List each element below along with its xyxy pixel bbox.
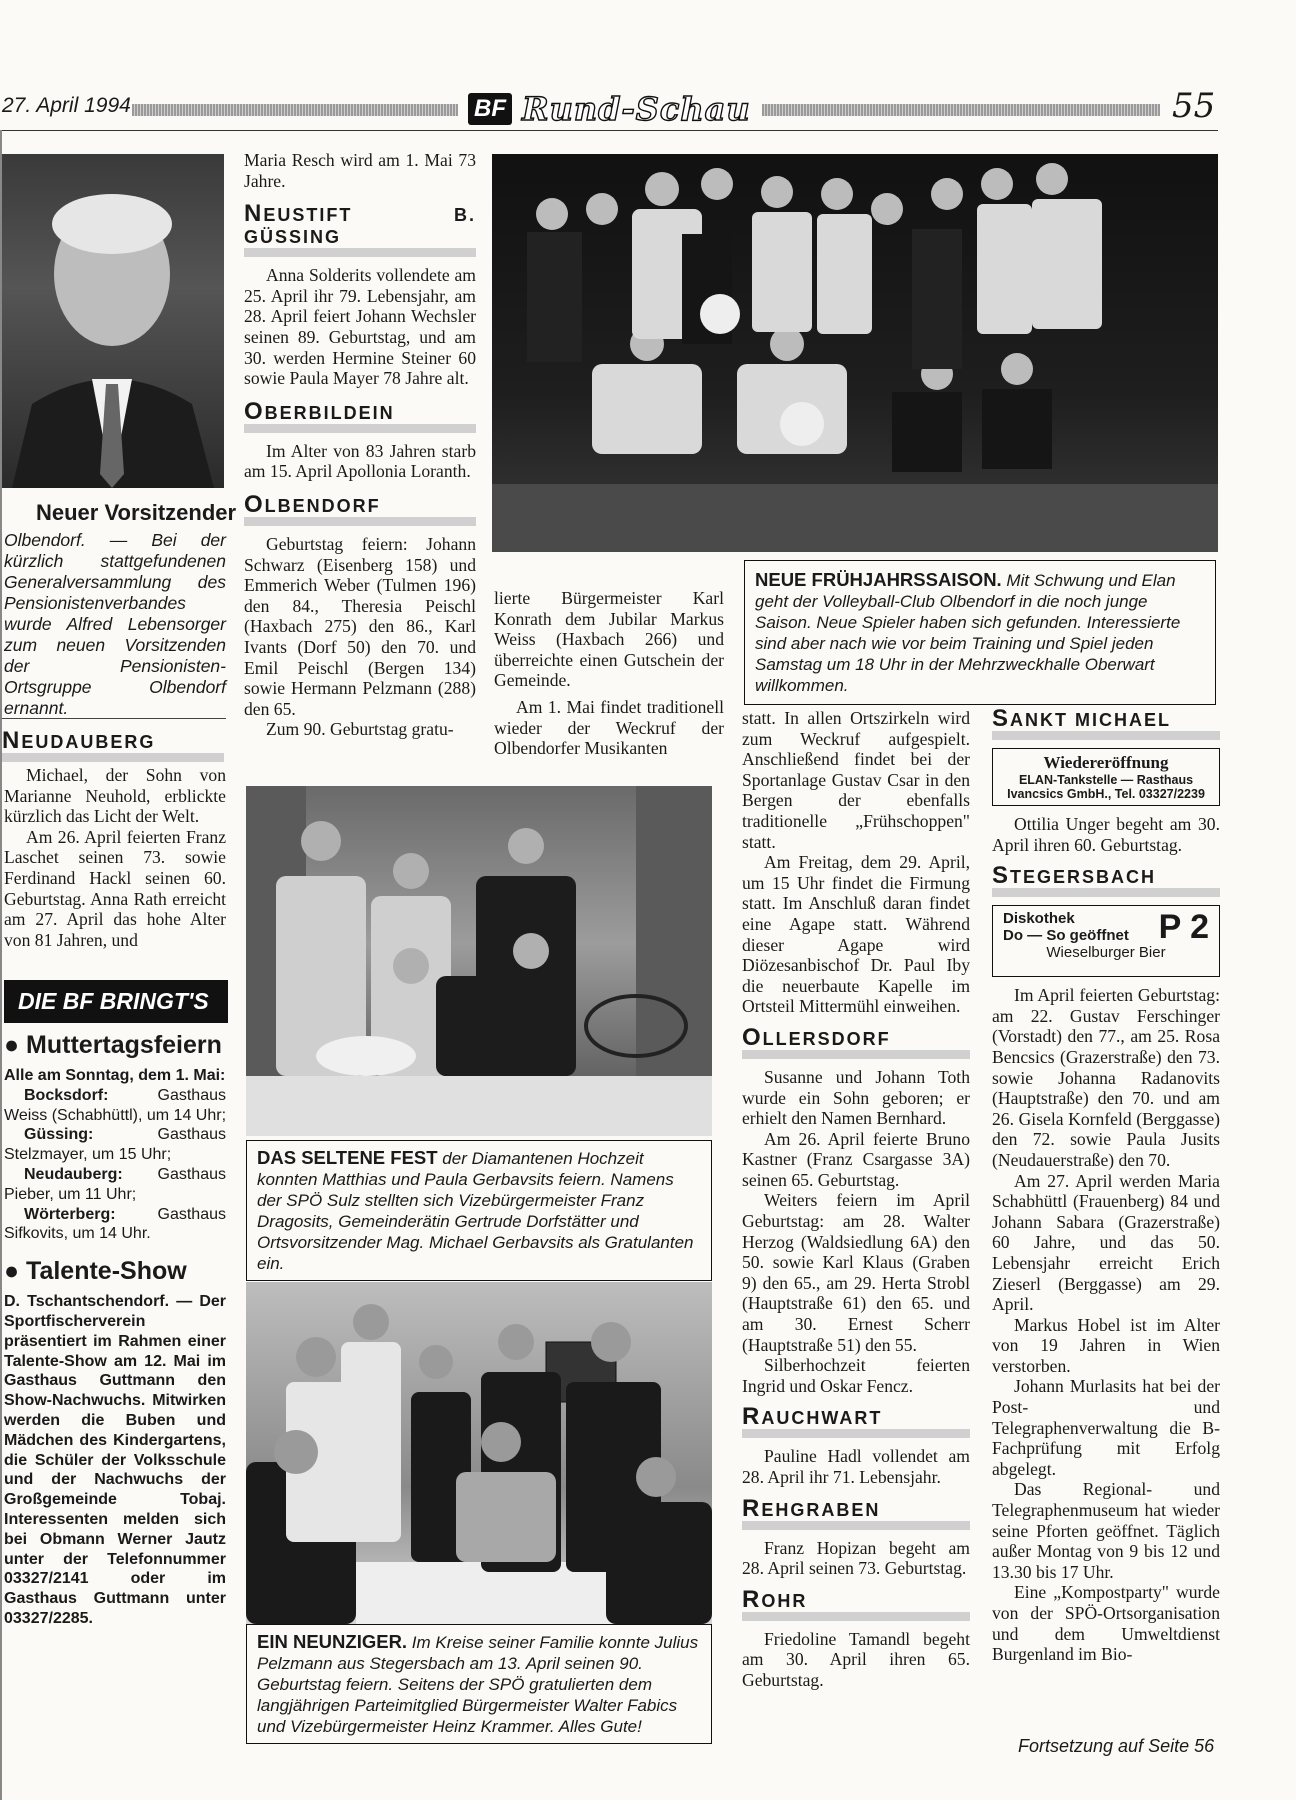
diamond-wedding-photo [246, 786, 712, 1136]
col2-intro: Maria Resch wird am 1. Mai 73 Jahre. [244, 150, 476, 191]
diskothek-p2-ad [992, 905, 1220, 977]
muttertag-place: Neudauberg: [24, 1165, 123, 1183]
diamond-wedding-caption-text: der Diamantenen Hochzeit konnten Matthias und Paula Gerbavsits feiern. Namens der SPÖ Sulz stellten sich Vizebürgermeister Franz Dragosits, Gemeinderätin Gertrude Dorfstätter und Ortsvorsitzender Mag. Michael Gerbavsits als Gratulanten ein. [257, 1149, 694, 1273]
col2-body [244, 150, 476, 740]
sanktmichael-heading: SANKT MICHAEL [992, 708, 1220, 740]
talente-heading-text: Talente-Show [26, 1257, 187, 1286]
rauchwart-heading: RAUCHWART [742, 1406, 970, 1438]
talente-heading: ● Talente-Show [4, 1257, 187, 1286]
header-rule-right [762, 104, 1160, 116]
ad1-line2: Ivancsics GmbH., Tel. 03327/2239 [1007, 787, 1205, 801]
volleyball-team-photo [492, 154, 1218, 552]
neudauberg-p2: Am 26. April feierten Franz Laschet seinen 73. sowie Ferdinand Hackl seinen 60. Geburtstag. Anna Rath erreicht am 27. April das hohe Alter von 81 Jahren, und [4, 826, 226, 950]
volleyball-caption [744, 560, 1216, 705]
muttertag-detail: Gasthaus Sifkovits, um 14 Uhr. [4, 1205, 226, 1243]
muttertag-detail: Gasthaus Pieber, um 11 Uhr; [4, 1165, 226, 1203]
ad2-line1: Diskothek [1003, 910, 1075, 928]
diamond-wedding-caption-title: DAS SELTENE FEST [257, 1147, 438, 1168]
diamond-wedding-caption [246, 1140, 712, 1281]
portrait-figure [2, 154, 224, 488]
muttertag-item [4, 1125, 226, 1165]
muttertag-heading: ● Muttertagsfeiern [4, 1031, 222, 1059]
masthead-logo [468, 88, 756, 130]
ollersdorf-p3: Weiters feiern im April Geburtstag: am 28. Walter Herzog (Waldsiedlung 6A) den 50. sowie Karl Klaus (Graben 9) den 65., am 29. Herta Strobl (Hauptstraße 61) den 65. und am 30. Ernest Scherr (Hauptstraße 51) den 55. [742, 1190, 970, 1355]
diamond-wedding-figures [246, 786, 712, 1136]
stegersbach-p6: Eine „Kompostparty" wurde von der SPÖ-Ortsorganisation und dem Umweltdienst Burgenland im Bio- [992, 1582, 1220, 1665]
muttertag-section [4, 1030, 226, 1629]
olbendorf-heading: OLBENDORF [244, 494, 476, 526]
scan-edge [0, 130, 2, 1800]
stegersbach-p2: Am 27. April werden Maria Schabhüttl (Frauenberg) 84 und Johann Sabara (Grazerstraße) 60 Jahre, und das 50. Lebensjahr erreicht Erich Zieserl (Berggasse) am 29. April. [992, 1170, 1220, 1315]
bf-logo: BF [468, 93, 512, 125]
olbendorf-text: Geburtstag feiern: Johann Schwarz (Eisenberg 158) und Emmerich Weber (Tulmen 196) den 84., Theresia Peischl (Haxbach 275) den 86., Karl Ivants (Dorf 50) den 70. und Emil Peischl (Bergen 134) sowie Hermann Pelzmann (288) den 65. [244, 533, 476, 719]
col4-body [742, 708, 970, 1691]
ninetieth-birthday-caption-title: EIN NEUNZIGER. [257, 1631, 408, 1652]
col5-body [992, 705, 1220, 1665]
muttertag-item [4, 1165, 226, 1205]
muttertag-detail: Gasthaus Weiss (Schabhüttl), um 14 Uhr; [4, 1086, 227, 1124]
header-rule-left [132, 104, 458, 116]
stegersbach-p4: Johann Murlasits hat bei der Post- und Telegraphenverwaltung die B-Fachprüfung mit Erfolg abgelegt. [992, 1376, 1220, 1479]
ninetieth-birthday-figures [246, 1282, 712, 1624]
portrait-heading: Neuer Vorsitzender [36, 500, 237, 525]
elan-tankstelle-ad [992, 748, 1220, 806]
rohr-text: Friedoline Tamandl begeht am 30. April ihren 65. Geburtstag. [742, 1628, 970, 1690]
ad2-line2: Do — So geöffnet [1003, 927, 1129, 945]
portrait-text: Olbendorf. — Bei der kürzlich stattgefundenen Generalversammlung des Pensionistenverbandes wurde Alfred Lebensorger zum neuen Vorsitzenden der Pensionisten-Ortsgruppe Olbendorf ernannt. [4, 530, 226, 718]
bringts-box [4, 980, 228, 1023]
sanktmichael-text: Ottilia Unger begeht am 30. April ihren 60. Geburtstag. [992, 814, 1220, 855]
rauchwart-text: Pauline Hadl vollendet am 28. April ihr 71. Lebensjahr. [742, 1446, 970, 1487]
muttertag-intro: Alle am Sonntag, dem 1. Mai: [4, 1067, 226, 1084]
ollersdorf-p4: Silberhochzeit feierten Ingrid und Oskar Fencz. [742, 1355, 970, 1396]
muttertag-detail: Gasthaus Stelzmayer, um 15 Uhr; [4, 1126, 226, 1164]
ad1-title: Wiedereröffnung [1043, 753, 1169, 772]
issue-date: 27. April 1994 [2, 94, 131, 117]
rohr-heading: ROHR [742, 1589, 970, 1621]
talente-text: D. Tschantschendorf. — Der Sportfischerverein präsentiert im Rahmen einer Talente-Show am 12. Mai im Gasthaus Guttmann den Show-Nachwuchs. Mitwirken werden die Buben und Mädchen des Kindergartens, die Schüler der Volksschule und der Nachwuchs der Großgemeinde Tobaj. Interessenten melden sich bei Obmann Werner Jautz unter der Telefonnummer 03327/2141 oder im Gasthaus Guttmann unter 03327/2285. [4, 1293, 226, 1627]
stegersbach-heading: STEGERSBACH [992, 865, 1220, 897]
olbendorf-text2: Zum 90. Geburtstag gratu- [266, 719, 454, 740]
neudauberg-p1: Michael, der Sohn von Marianne Neuhold, erblickte kürzlich das Licht der Welt. [4, 765, 226, 827]
col3-body [494, 588, 724, 759]
page-number: 55 [1172, 86, 1216, 126]
ninetieth-birthday-photo [246, 1282, 712, 1624]
muttertag-item [4, 1205, 226, 1245]
portrait-photo [2, 154, 224, 488]
ad2-line3: Wieselburger Bier [1046, 944, 1166, 962]
volleyball-team-figures [492, 154, 1218, 552]
muttertag-heading-text: Muttertagsfeiern [26, 1031, 222, 1059]
rehgraben-text: Franz Hopizan begeht am 28. April seinen 73. Geburtstag. [742, 1537, 970, 1579]
rehgraben-heading: REHGRABEN [742, 1498, 970, 1530]
continued-note: Fortsetzung auf Seite 56 [1018, 1736, 1215, 1756]
neudauberg-body [4, 765, 226, 950]
col4-text1: statt. In allen Ortszirkeln wird zum Weckruf aufgespielt. Anschließend findet bei der Sportanlage Gustav Csar in den Bergen der ebenfalls traditionelle „Frühschoppen" statt. [742, 708, 970, 852]
ad2-p2-logo: P 2 [1158, 908, 1209, 947]
ollersdorf-heading: OLLERSDORF [742, 1027, 970, 1059]
stegersbach-p1: Im April feierten Geburtstag: am 22. Gustav Ferschinger (Vorstadt) den 77., am 25. Rosa Bencsics (Grazerstraße) den 73. sowie Johanna Radanovits (Hauptstraße) den 70. und am 26. Gisela Kornfeld (Berggasse) den 72. sowie Paula Jusits (Neudauerstraße) den 70. [992, 985, 1220, 1170]
ninetieth-birthday-caption [246, 1624, 712, 1744]
stegersbach-p5: Das Regional- und Telegraphenmuseum hat wieder seine Pforten geöffnet. Täglich außer Montag von 9 bis 12 und 13.30 bis 17 Uhr. [992, 1479, 1220, 1582]
col3-text1: lierte Bürgermeister Karl Konrath dem Jubilar Markus Weiss (Haxbach 266) und überreichte einen Gutschein der Gemeinde. [494, 588, 724, 691]
bringts-title: DIE BF BRINGT'S [4, 980, 228, 1023]
oberbildein-heading: OBERBILDEIN [244, 401, 476, 433]
col1-divider [2, 718, 226, 719]
muttertag-item [4, 1086, 226, 1126]
ad1-line1: ELAN-Tankstelle — Rasthaus [1018, 773, 1194, 787]
neustift-heading: NEUSTIFT B. GÜSSING [244, 203, 476, 257]
neudauberg-heading: NEUDAUBERG [2, 730, 224, 762]
muttertag-place: Wörterberg: [24, 1205, 116, 1223]
neustift-text: Anna Solderits vollendete am 25. April ihr 79. Lebensjahr, am 28. April feiert Johann Wechsler seinen 89. Geburtstag, und am 30. werden Hermine Steiner 60 sowie Paula Mayer 78 Jahre alt. [244, 265, 476, 389]
volleyball-caption-title: NEUE FRÜHJAHRSSAISON. [755, 569, 1002, 590]
header-underline [2, 130, 1218, 131]
volleyball-caption-text: Mit Schwung und Elan geht der Volleyball-Club Olbendorf in die noch junge Saison. Neue Spieler haben sich gefunden. Interessierte sind aber nach wie vor beim Training und Spiel jeden Samstag um 18 Uhr in der Mehrzweckhalle Oberwart willkommen. [755, 571, 1181, 695]
rundschau-logo: Rund-Schau [522, 90, 751, 128]
col4-text2: Am Freitag, dem 29. April, um 15 Uhr findet die Firmung statt. Im Anschluß daran findet eine Agape statt. Während dieser Agape wird Diözesanbischof Dr. Paul Iby die neuerbaute Kapelle im Ortsteil Mittermühl einweihen. [742, 852, 970, 1017]
ninetieth-birthday-caption-text: Im Kreise seiner Familie konnte Julius Pelzmann aus Stegersbach am 13. April seinen 90. Geburtstag feiern. Seitens der SPÖ gratulierten dem langjährigen Parteimitglied Bürgermeister Walter Fabics und Vizebürgermeister Heinz Krammer. Alles Gute! [257, 1633, 699, 1736]
ollersdorf-p2: Am 26. April feierte Bruno Kastner (Franz Csargasse 3A) seinen 65. Geburtstag. [742, 1128, 970, 1190]
oberbildein-text: Im Alter von 83 Jahren starb am 15. April Apollonia Loranth. [244, 440, 476, 482]
ollersdorf-p1: Susanne und Johann Toth wurde ein Sohn geboren; er erhielt den Namen Bernhard. [742, 1066, 970, 1129]
stegersbach-p3: Markus Hobel ist im Alter von 19 Jahren in Wien verstorben. [992, 1314, 1220, 1376]
muttertag-place: Bocksdorf: [24, 1086, 109, 1104]
col3-text2: Am 1. Mai findet traditionell wieder der Weckruf der Olbendorfer Musikanten [494, 696, 724, 759]
muttertag-place: Güssing: [24, 1126, 94, 1144]
